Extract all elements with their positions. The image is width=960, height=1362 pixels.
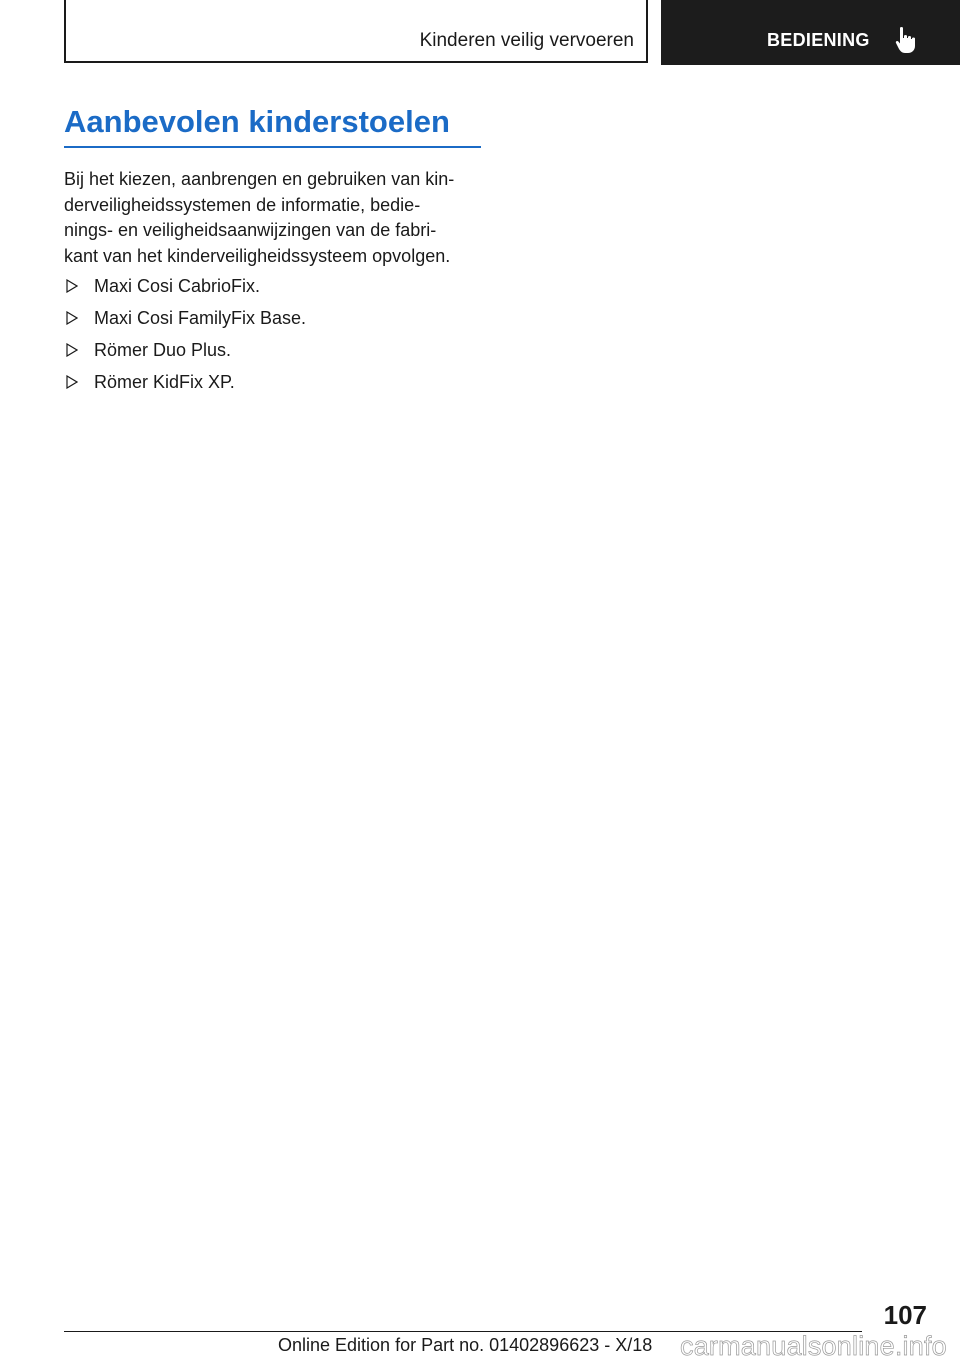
intro-line: Bij het kiezen, aanbrengen en gebruiken van kin-	[64, 169, 455, 189]
intro-line: derveiligheidssystemen de informatie, bedie-	[64, 194, 421, 215]
list-item-label: Römer KidFix XP.	[94, 372, 235, 392]
footer-watermark: carmanualsonline.info	[680, 1331, 947, 1361]
footer-edition-text: Online Edition for Part no. 01402896623 - X/18	[278, 1335, 653, 1355]
triangle-bullet-icon	[66, 311, 78, 325]
triangle-bullet-icon	[66, 343, 78, 357]
intro-line: nings- en veiligheidsaanwijzingen van de fabri-	[64, 220, 437, 240]
list-item	[64, 274, 306, 306]
page-number: 107	[883, 1300, 927, 1330]
intro-line: kant van het kinderveiligheidssysteem opvolgen.	[64, 245, 451, 266]
page-title: Aanbevolen kinderstoelen	[64, 104, 450, 139]
list-item-label: Maxi Cosi CabrioFix.	[94, 276, 261, 296]
triangle-bullet-icon	[66, 375, 78, 389]
header-section-title: Kinderen veilig vervoeren	[419, 30, 634, 51]
title-underline	[64, 146, 481, 148]
pointing-hand-icon	[895, 26, 919, 54]
header-chapter-tab[interactable]	[661, 0, 960, 65]
header-chapter-label: BEDIENING	[767, 30, 870, 50]
triangle-bullet-icon	[66, 279, 78, 293]
intro-paragraph	[64, 167, 484, 269]
list-item-label: Maxi Cosi FamilyFix Base.	[94, 308, 307, 328]
child-seat-list	[64, 274, 306, 402]
list-item	[64, 306, 306, 338]
list-item	[64, 338, 306, 370]
list-item	[64, 370, 306, 402]
header-section-box	[64, 0, 648, 63]
list-item-label: Römer Duo Plus.	[94, 340, 232, 360]
